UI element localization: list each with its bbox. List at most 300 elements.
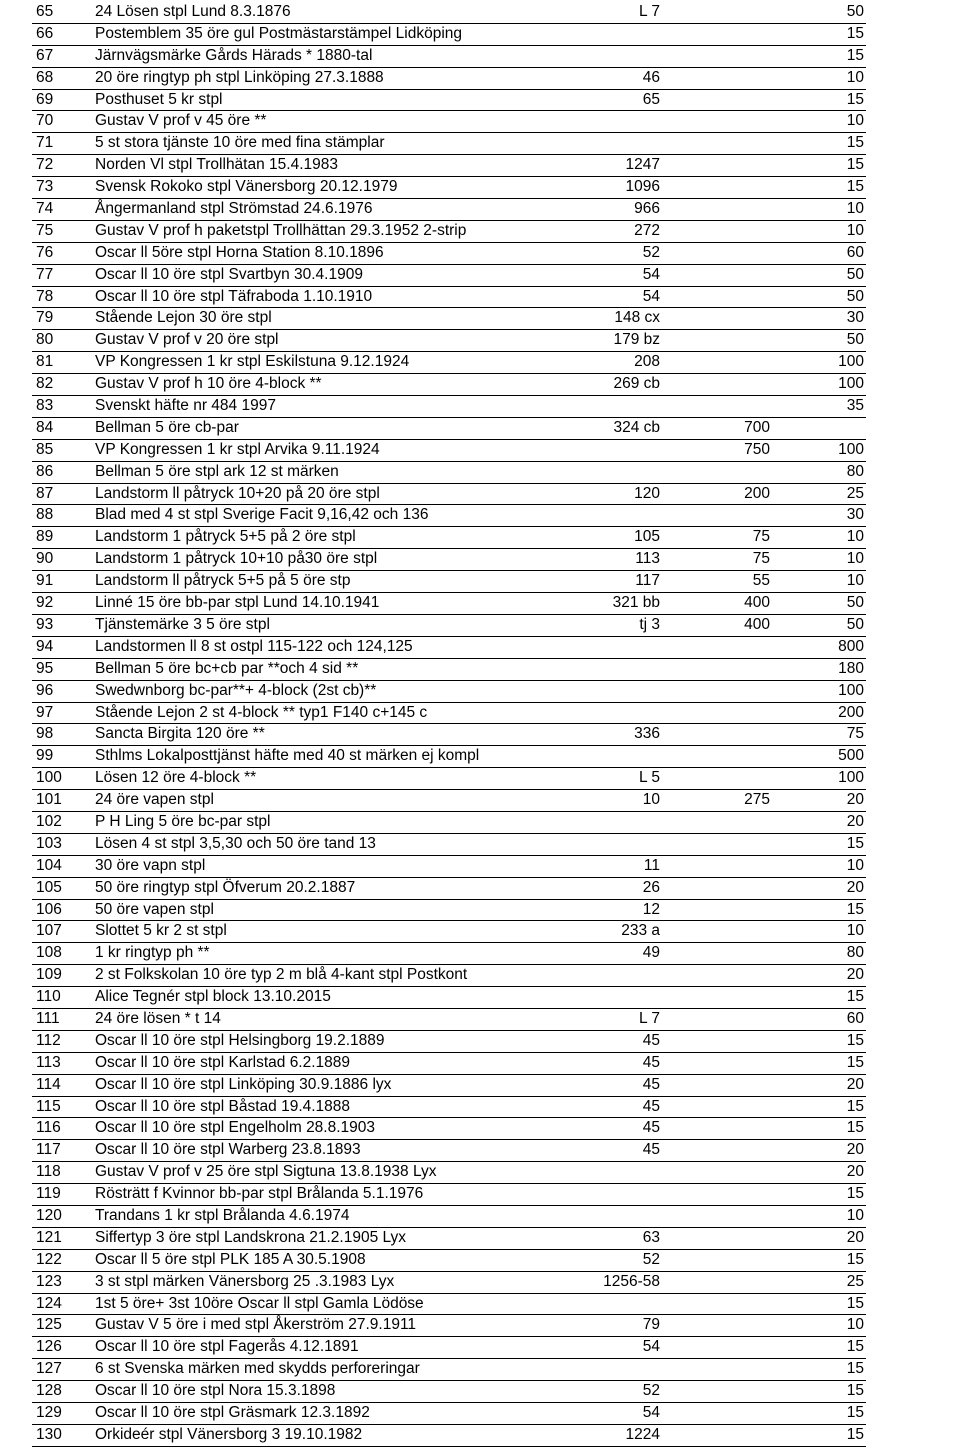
lot-value: 200 bbox=[838, 703, 864, 721]
lot-number: 81 bbox=[36, 353, 54, 371]
table-row bbox=[32, 659, 866, 681]
lot-number: 122 bbox=[36, 1250, 62, 1268]
lot-number: 129 bbox=[36, 1404, 62, 1421]
lot-value: 80 bbox=[846, 462, 864, 480]
catalog-price: 75 bbox=[752, 528, 770, 546]
catalog-ref: 113 bbox=[635, 550, 660, 568]
table-row bbox=[32, 1118, 866, 1140]
lot-value: 25 bbox=[846, 1272, 864, 1290]
table-row bbox=[32, 1381, 866, 1403]
lot-number: 89 bbox=[36, 528, 54, 546]
lot-description: Lösen 4 st stpl 3,5,30 och 50 öre tand 13 bbox=[95, 834, 376, 852]
lot-number: 98 bbox=[36, 725, 54, 743]
lot-number: 102 bbox=[36, 812, 62, 830]
table-row bbox=[32, 90, 866, 112]
lot-description: Sancta Birgita 120 öre ** bbox=[95, 725, 265, 743]
lot-number: 91 bbox=[36, 572, 54, 590]
catalog-ref: 54 bbox=[642, 265, 660, 283]
lot-description: P H Ling 5 öre bc-par stpl bbox=[95, 812, 271, 830]
lot-value: 15 bbox=[846, 1425, 864, 1443]
lot-number: 127 bbox=[36, 1360, 62, 1378]
catalog-ref: 966 bbox=[634, 200, 660, 218]
catalog-ref: 324 cb bbox=[613, 418, 660, 436]
lot-number: 117 bbox=[36, 1141, 61, 1159]
lot-value: 10 bbox=[846, 572, 864, 590]
lot-value: 15 bbox=[846, 90, 864, 108]
lot-value: 20 bbox=[846, 812, 864, 830]
lot-number: 125 bbox=[36, 1316, 62, 1334]
lot-number: 88 bbox=[36, 506, 54, 524]
lot-number: 65 bbox=[36, 3, 54, 20]
table-row bbox=[32, 1184, 866, 1206]
lot-description: VP Kongressen 1 kr stpl Arvika 9.11.1924 bbox=[95, 440, 380, 458]
lot-description: Landstorm ll påtryck 10+20 på 20 öre stpl bbox=[95, 484, 380, 502]
table-row bbox=[32, 615, 866, 637]
lot-value: 100 bbox=[838, 375, 864, 393]
lot-number: 116 bbox=[36, 1119, 61, 1137]
lot-description: 24 Lösen stpl Lund 8.3.1876 bbox=[95, 3, 291, 20]
lot-number: 71 bbox=[36, 134, 54, 152]
table-row bbox=[32, 1294, 866, 1316]
lot-description: Ångermanland stpl Strömstad 24.6.1976 bbox=[95, 200, 373, 218]
lot-value: 50 bbox=[846, 615, 864, 633]
lot-value: 15 bbox=[846, 24, 864, 42]
table-row bbox=[32, 418, 866, 440]
lot-number: 85 bbox=[36, 440, 54, 458]
catalog-price: 275 bbox=[744, 791, 770, 809]
catalog-ref: 179 bz bbox=[613, 331, 660, 349]
lot-description: Oscar ll 10 öre stpl Nora 15.3.1898 bbox=[95, 1382, 336, 1400]
catalog-ref: L 5 bbox=[639, 769, 660, 787]
lot-value: 50 bbox=[846, 594, 864, 612]
table-row bbox=[32, 549, 866, 571]
lot-description: Gustav V prof v 45 öre ** bbox=[95, 112, 267, 130]
table-row bbox=[32, 724, 866, 746]
lot-number: 126 bbox=[36, 1338, 62, 1356]
lot-description: Siffertyp 3 öre stpl Landskrona 21.2.1905 Lyx bbox=[95, 1228, 407, 1246]
table-row bbox=[32, 1140, 866, 1162]
table-row bbox=[32, 703, 866, 725]
lot-value: 15 bbox=[846, 1294, 864, 1312]
lot-number: 75 bbox=[36, 221, 54, 239]
catalog-ref: 117 bbox=[635, 572, 660, 590]
table-row bbox=[32, 1009, 866, 1031]
table-row bbox=[32, 111, 866, 133]
catalog-ref: 45 bbox=[642, 1097, 660, 1115]
lot-description: Landstormen ll 8 st ostpl 115-122 och 124,125 bbox=[95, 637, 413, 655]
lot-description: Oscar ll 10 öre stpl Warberg 23.8.1893 bbox=[95, 1141, 361, 1159]
lot-description: Järnvägsmärke Gårds Härads * 1880-tal bbox=[95, 46, 373, 64]
table-row bbox=[32, 1206, 866, 1228]
lot-value: 100 bbox=[838, 769, 864, 787]
catalog-ref: 11 bbox=[643, 856, 660, 874]
table-row bbox=[32, 987, 866, 1009]
lot-description: Bellman 5 öre stpl ark 12 st märken bbox=[95, 462, 339, 480]
catalog-ref: 120 bbox=[634, 484, 660, 502]
lot-number: 96 bbox=[36, 681, 54, 699]
catalog-ref: 336 bbox=[634, 725, 660, 743]
lot-value: 10 bbox=[846, 856, 864, 874]
lot-number: 94 bbox=[36, 637, 54, 655]
catalog-ref: 63 bbox=[642, 1228, 660, 1246]
lot-description: Gustav V prof h 10 öre 4-block ** bbox=[95, 375, 322, 393]
table-row bbox=[32, 900, 866, 922]
lot-description: Oscar ll 10 öre stpl Täfraboda 1.10.1910 bbox=[95, 287, 373, 305]
table-row bbox=[32, 593, 866, 615]
lot-description: Svenskt häfte nr 484 1997 bbox=[95, 397, 276, 415]
lot-value: 15 bbox=[846, 1185, 864, 1203]
table-row bbox=[32, 1053, 866, 1075]
lot-description: 3 st stpl märken Vänersborg 25 .3.1983 Lyx bbox=[95, 1272, 395, 1290]
lot-value: 20 bbox=[846, 1141, 864, 1159]
catalog-ref: 45 bbox=[642, 1141, 660, 1159]
table-row bbox=[32, 681, 866, 703]
lot-number: 95 bbox=[36, 659, 54, 677]
lot-number: 87 bbox=[36, 484, 54, 502]
table-row bbox=[32, 155, 866, 177]
lot-number: 112 bbox=[36, 1031, 61, 1049]
lot-value: 25 bbox=[846, 484, 864, 502]
catalog-price: 400 bbox=[744, 594, 770, 612]
table-row bbox=[32, 527, 866, 549]
catalog-ref: 148 cx bbox=[614, 309, 660, 327]
catalog-ref: L 7 bbox=[639, 1009, 660, 1027]
catalog-ref: 10 bbox=[642, 791, 660, 809]
table-row bbox=[32, 1031, 866, 1053]
table-row bbox=[32, 1337, 866, 1359]
lot-number: 79 bbox=[36, 309, 54, 327]
lot-description: Blad med 4 st stpl Sverige Facit 9,16,42 och 136 bbox=[95, 506, 429, 524]
lot-description: Oscar ll 10 öre stpl Karlstad 6.2.1889 bbox=[95, 1053, 351, 1071]
lot-value: 10 bbox=[846, 528, 864, 546]
lot-value: 50 bbox=[846, 331, 864, 349]
lot-description: Linné 15 öre bb-par stpl Lund 14.10.1941 bbox=[95, 594, 380, 612]
lot-description: 50 öre ringtyp stpl Öfverum 20.2.1887 bbox=[95, 878, 356, 896]
lot-value: 20 bbox=[846, 1228, 864, 1246]
lot-description: Orkideér stpl Vänersborg 3 19.10.1982 bbox=[95, 1425, 363, 1443]
lot-description: Landstorm 1 påtryck 10+10 på30 öre stpl bbox=[95, 550, 378, 568]
lot-value: 30 bbox=[846, 309, 864, 327]
table-row bbox=[32, 2, 866, 24]
table-row bbox=[32, 374, 866, 396]
lot-number: 128 bbox=[36, 1382, 62, 1400]
lot-value: 10 bbox=[846, 221, 864, 239]
lot-description: Oscar ll 5 öre stpl PLK 185 A 30.5.1908 bbox=[95, 1250, 366, 1268]
lot-number: 101 bbox=[36, 791, 62, 809]
catalog-ref: 1247 bbox=[625, 156, 660, 174]
lot-description: Alice Tegnér stpl block 13.10.2015 bbox=[95, 988, 331, 1006]
table-row bbox=[32, 46, 866, 68]
lot-number: 104 bbox=[36, 856, 62, 874]
lot-value: 10 bbox=[846, 550, 864, 568]
lot-value: 180 bbox=[838, 659, 864, 677]
table-row bbox=[32, 352, 866, 374]
lot-description: Oscar ll 10 öre stpl Svartbyn 30.4.1909 bbox=[95, 265, 363, 283]
table-row bbox=[32, 243, 866, 265]
lot-value: 10 bbox=[846, 200, 864, 218]
lot-value: 10 bbox=[846, 1206, 864, 1224]
lot-number: 99 bbox=[36, 747, 54, 765]
table-row bbox=[32, 287, 866, 309]
table-row bbox=[32, 221, 866, 243]
lot-value: 15 bbox=[846, 1404, 864, 1421]
table-row bbox=[32, 790, 866, 812]
lot-description: Norden Vl stpl Trollhätan 15.4.1983 bbox=[95, 156, 338, 174]
lot-description: VP Kongressen 1 kr stpl Eskilstuna 9.12.1924 bbox=[95, 353, 410, 371]
lot-number: 82 bbox=[36, 375, 54, 393]
lot-number: 69 bbox=[36, 90, 54, 108]
lot-description: Oscar ll 5öre stpl Horna Station 8.10.1896 bbox=[95, 243, 384, 261]
catalog-ref: 52 bbox=[642, 243, 660, 261]
lot-value: 500 bbox=[838, 747, 864, 765]
lot-description: Slottet 5 kr 2 st stpl bbox=[95, 922, 227, 940]
lot-value: 35 bbox=[846, 397, 864, 415]
stamp-lot-list bbox=[32, 2, 866, 1447]
catalog-price: 200 bbox=[744, 484, 770, 502]
lot-value: 20 bbox=[846, 878, 864, 896]
lot-value: 15 bbox=[846, 1031, 864, 1049]
lot-description: Trandans 1 kr stpl Brålanda 4.6.1974 bbox=[95, 1206, 350, 1224]
lot-number: 119 bbox=[36, 1185, 61, 1203]
lot-number: 113 bbox=[36, 1053, 61, 1071]
table-row bbox=[32, 330, 866, 352]
lot-number: 109 bbox=[36, 966, 62, 984]
lot-description: 30 öre vapn stpl bbox=[95, 856, 206, 874]
lot-number: 115 bbox=[36, 1097, 61, 1115]
catalog-ref: 52 bbox=[642, 1382, 660, 1400]
table-row bbox=[32, 571, 866, 593]
catalog-ref: 49 bbox=[642, 944, 660, 962]
lot-description: Landstorm ll påtryck 5+5 på 5 öre stp bbox=[95, 572, 351, 590]
lot-value: 15 bbox=[846, 1382, 864, 1400]
catalog-price: 400 bbox=[744, 615, 770, 633]
lot-value: 10 bbox=[846, 112, 864, 130]
lot-description: Bellman 5 öre cb-par bbox=[95, 418, 239, 436]
lot-value: 20 bbox=[846, 966, 864, 984]
lot-description: Sthlms Lokalposttjänst häfte med 40 st märken ej kompl bbox=[95, 747, 480, 765]
table-row bbox=[32, 1403, 866, 1425]
lot-number: 114 bbox=[36, 1075, 61, 1093]
catalog-ref: L 7 bbox=[639, 3, 660, 20]
lot-number: 110 bbox=[36, 988, 61, 1006]
catalog-ref: tj 3 bbox=[639, 615, 660, 633]
lot-value: 15 bbox=[846, 156, 864, 174]
lot-number: 130 bbox=[36, 1425, 62, 1443]
lot-value: 15 bbox=[846, 134, 864, 152]
table-row bbox=[32, 68, 866, 90]
lot-description: 50 öre vapen stpl bbox=[95, 900, 214, 918]
table-row bbox=[32, 1315, 866, 1337]
lot-value: 15 bbox=[846, 178, 864, 196]
lot-number: 111 bbox=[36, 1009, 60, 1027]
catalog-ref: 54 bbox=[642, 287, 660, 305]
lot-value: 15 bbox=[846, 1338, 864, 1356]
lot-description: Landstorm 1 påtryck 5+5 på 2 öre stpl bbox=[95, 528, 356, 546]
catalog-ref: 65 bbox=[642, 90, 660, 108]
lot-value: 10 bbox=[846, 922, 864, 940]
catalog-ref: 45 bbox=[642, 1031, 660, 1049]
lot-description: Tjänstemärke 3 5 öre stpl bbox=[95, 615, 270, 633]
lot-description: Oscar ll 10 öre stpl Helsingborg 19.2.1889 bbox=[95, 1031, 385, 1049]
table-row bbox=[32, 812, 866, 834]
catalog-ref: 1224 bbox=[625, 1425, 660, 1443]
lot-value: 60 bbox=[846, 1009, 864, 1027]
lot-description: Oscar ll 10 öre stpl Linköping 30.9.1886 lyx bbox=[95, 1075, 392, 1093]
lot-description: Oscar ll 10 öre stpl Fagerås 4.12.1891 bbox=[95, 1338, 359, 1356]
table-row bbox=[32, 768, 866, 790]
lot-description: 24 öre lösen * t 14 bbox=[95, 1009, 221, 1027]
lot-number: 107 bbox=[36, 922, 62, 940]
lot-description: 5 st stora tjänste 10 öre med fina stämplar bbox=[95, 134, 385, 152]
lot-number: 78 bbox=[36, 287, 54, 305]
table-row bbox=[32, 177, 866, 199]
catalog-ref: 233 a bbox=[621, 922, 660, 940]
table-row bbox=[32, 943, 866, 965]
lot-value: 15 bbox=[846, 1360, 864, 1378]
lot-description: Oscar ll 10 öre stpl Engelholm 28.8.1903 bbox=[95, 1119, 376, 1137]
table-row bbox=[32, 308, 866, 330]
lot-description: 24 öre vapen stpl bbox=[95, 791, 214, 809]
lot-number: 74 bbox=[36, 200, 54, 218]
table-row bbox=[32, 1228, 866, 1250]
table-row bbox=[32, 1359, 866, 1381]
lot-number: 121 bbox=[36, 1228, 62, 1246]
catalog-ref: 79 bbox=[642, 1316, 660, 1334]
table-row bbox=[32, 199, 866, 221]
lot-value: 80 bbox=[846, 944, 864, 962]
lot-value: 100 bbox=[838, 353, 864, 371]
lot-description: Posthuset 5 kr stpl bbox=[95, 90, 223, 108]
lot-value: 20 bbox=[846, 791, 864, 809]
catalog-ref: 54 bbox=[642, 1404, 660, 1421]
lot-number: 92 bbox=[36, 594, 54, 612]
lot-value: 15 bbox=[846, 46, 864, 64]
catalog-ref: 105 bbox=[634, 528, 660, 546]
lot-value: 10 bbox=[846, 1316, 864, 1334]
lot-number: 67 bbox=[36, 46, 54, 64]
lot-description: Oscar ll 10 öre stpl Båstad 19.4.1888 bbox=[95, 1097, 351, 1115]
lot-value: 20 bbox=[846, 1075, 864, 1093]
lot-number: 118 bbox=[36, 1163, 61, 1181]
catalog-price: 700 bbox=[744, 418, 770, 436]
lot-number: 90 bbox=[36, 550, 54, 568]
table-row bbox=[32, 965, 866, 987]
lot-value: 15 bbox=[846, 1097, 864, 1115]
lot-value: 100 bbox=[838, 681, 864, 699]
lot-value: 20 bbox=[846, 1163, 864, 1181]
table-row bbox=[32, 1250, 866, 1272]
lot-number: 93 bbox=[36, 615, 54, 633]
catalog-ref: 54 bbox=[642, 1338, 660, 1356]
lot-value: 15 bbox=[846, 1250, 864, 1268]
lot-number: 77 bbox=[36, 265, 54, 283]
table-row bbox=[32, 505, 866, 527]
catalog-ref: 12 bbox=[642, 900, 660, 918]
lot-number: 106 bbox=[36, 900, 62, 918]
catalog-ref: 45 bbox=[642, 1053, 660, 1071]
lot-number: 120 bbox=[36, 1206, 62, 1224]
lot-value: 10 bbox=[846, 68, 864, 86]
table-row bbox=[32, 462, 866, 484]
lot-value: 75 bbox=[846, 725, 864, 743]
lot-description: Bellman 5 öre bc+cb par **och 4 sid ** bbox=[95, 659, 359, 677]
lot-value: 100 bbox=[838, 440, 864, 458]
lot-description: Gustav V 5 öre i med stpl Åkerström 27.9.1911 bbox=[95, 1316, 417, 1334]
lot-description: 20 öre ringtyp ph stpl Linköping 27.3.1888 bbox=[95, 68, 384, 86]
lot-description: Gustav V prof v 25 öre stpl Sigtuna 13.8.1938 Lyx bbox=[95, 1163, 437, 1181]
lot-number: 124 bbox=[36, 1294, 62, 1312]
lot-value: 800 bbox=[838, 637, 864, 655]
table-row bbox=[32, 1162, 866, 1184]
table-row bbox=[32, 1425, 866, 1447]
catalog-ref: 1256-58 bbox=[603, 1272, 660, 1290]
lot-description: 1st 5 öre+ 3st 10öre Oscar ll stpl Gamla Lödöse bbox=[95, 1294, 424, 1312]
table-row bbox=[32, 1097, 866, 1119]
lot-description: Oscar ll 10 öre stpl Gräsmark 12.3.1892 bbox=[95, 1404, 370, 1421]
table-row bbox=[32, 1272, 866, 1294]
lot-number: 73 bbox=[36, 178, 54, 196]
table-row bbox=[32, 265, 866, 287]
lot-number: 97 bbox=[36, 703, 54, 721]
lot-description: 6 st Svenska märken med skydds perforeringar bbox=[95, 1360, 420, 1378]
table-row bbox=[32, 484, 866, 506]
lot-value: 15 bbox=[846, 1119, 864, 1137]
lot-number: 103 bbox=[36, 834, 62, 852]
table-row bbox=[32, 921, 866, 943]
lot-value: 50 bbox=[846, 265, 864, 283]
catalog-ref: 45 bbox=[642, 1075, 660, 1093]
lot-number: 70 bbox=[36, 112, 54, 130]
catalog-ref: 272 bbox=[634, 221, 660, 239]
lot-value: 15 bbox=[846, 988, 864, 1006]
lot-number: 76 bbox=[36, 243, 54, 261]
table-row bbox=[32, 396, 866, 418]
catalog-ref: 269 cb bbox=[613, 375, 660, 393]
lot-value: 15 bbox=[846, 900, 864, 918]
lot-number: 72 bbox=[36, 156, 54, 174]
table-row bbox=[32, 133, 866, 155]
lot-value: 30 bbox=[846, 506, 864, 524]
lot-value: 50 bbox=[846, 287, 864, 305]
lot-description: Gustav V prof v 20 öre stpl bbox=[95, 331, 279, 349]
lot-value: 15 bbox=[846, 1053, 864, 1071]
lot-number: 123 bbox=[36, 1272, 62, 1290]
lot-description: 2 st Folkskolan 10 öre typ 2 m blå 4-kant stpl Postkont bbox=[95, 966, 468, 984]
table-row bbox=[32, 856, 866, 878]
lot-description: Postemblem 35 öre gul Postmästarstämpel Lidköping bbox=[95, 24, 463, 42]
lot-description: Lösen 12 öre 4-block ** bbox=[95, 769, 257, 787]
table-row bbox=[32, 746, 866, 768]
catalog-price: 75 bbox=[752, 550, 770, 568]
lot-number: 100 bbox=[36, 769, 62, 787]
lot-description: Gustav V prof h paketstpl Trollhättan 29.3.1952 2-strip bbox=[95, 221, 467, 239]
lot-number: 68 bbox=[36, 68, 54, 86]
lot-number: 80 bbox=[36, 331, 54, 349]
lot-number: 108 bbox=[36, 944, 62, 962]
lot-number: 83 bbox=[36, 397, 54, 415]
table-row bbox=[32, 1075, 866, 1097]
table-row bbox=[32, 637, 866, 659]
catalog-ref: 46 bbox=[642, 68, 660, 86]
catalog-ref: 26 bbox=[642, 878, 660, 896]
table-row bbox=[32, 878, 866, 900]
table-row bbox=[32, 24, 866, 46]
catalog-price: 750 bbox=[744, 440, 770, 458]
lot-value: 15 bbox=[846, 834, 864, 852]
lot-number: 86 bbox=[36, 462, 54, 480]
lot-number: 84 bbox=[36, 418, 54, 436]
catalog-ref: 52 bbox=[642, 1250, 660, 1268]
